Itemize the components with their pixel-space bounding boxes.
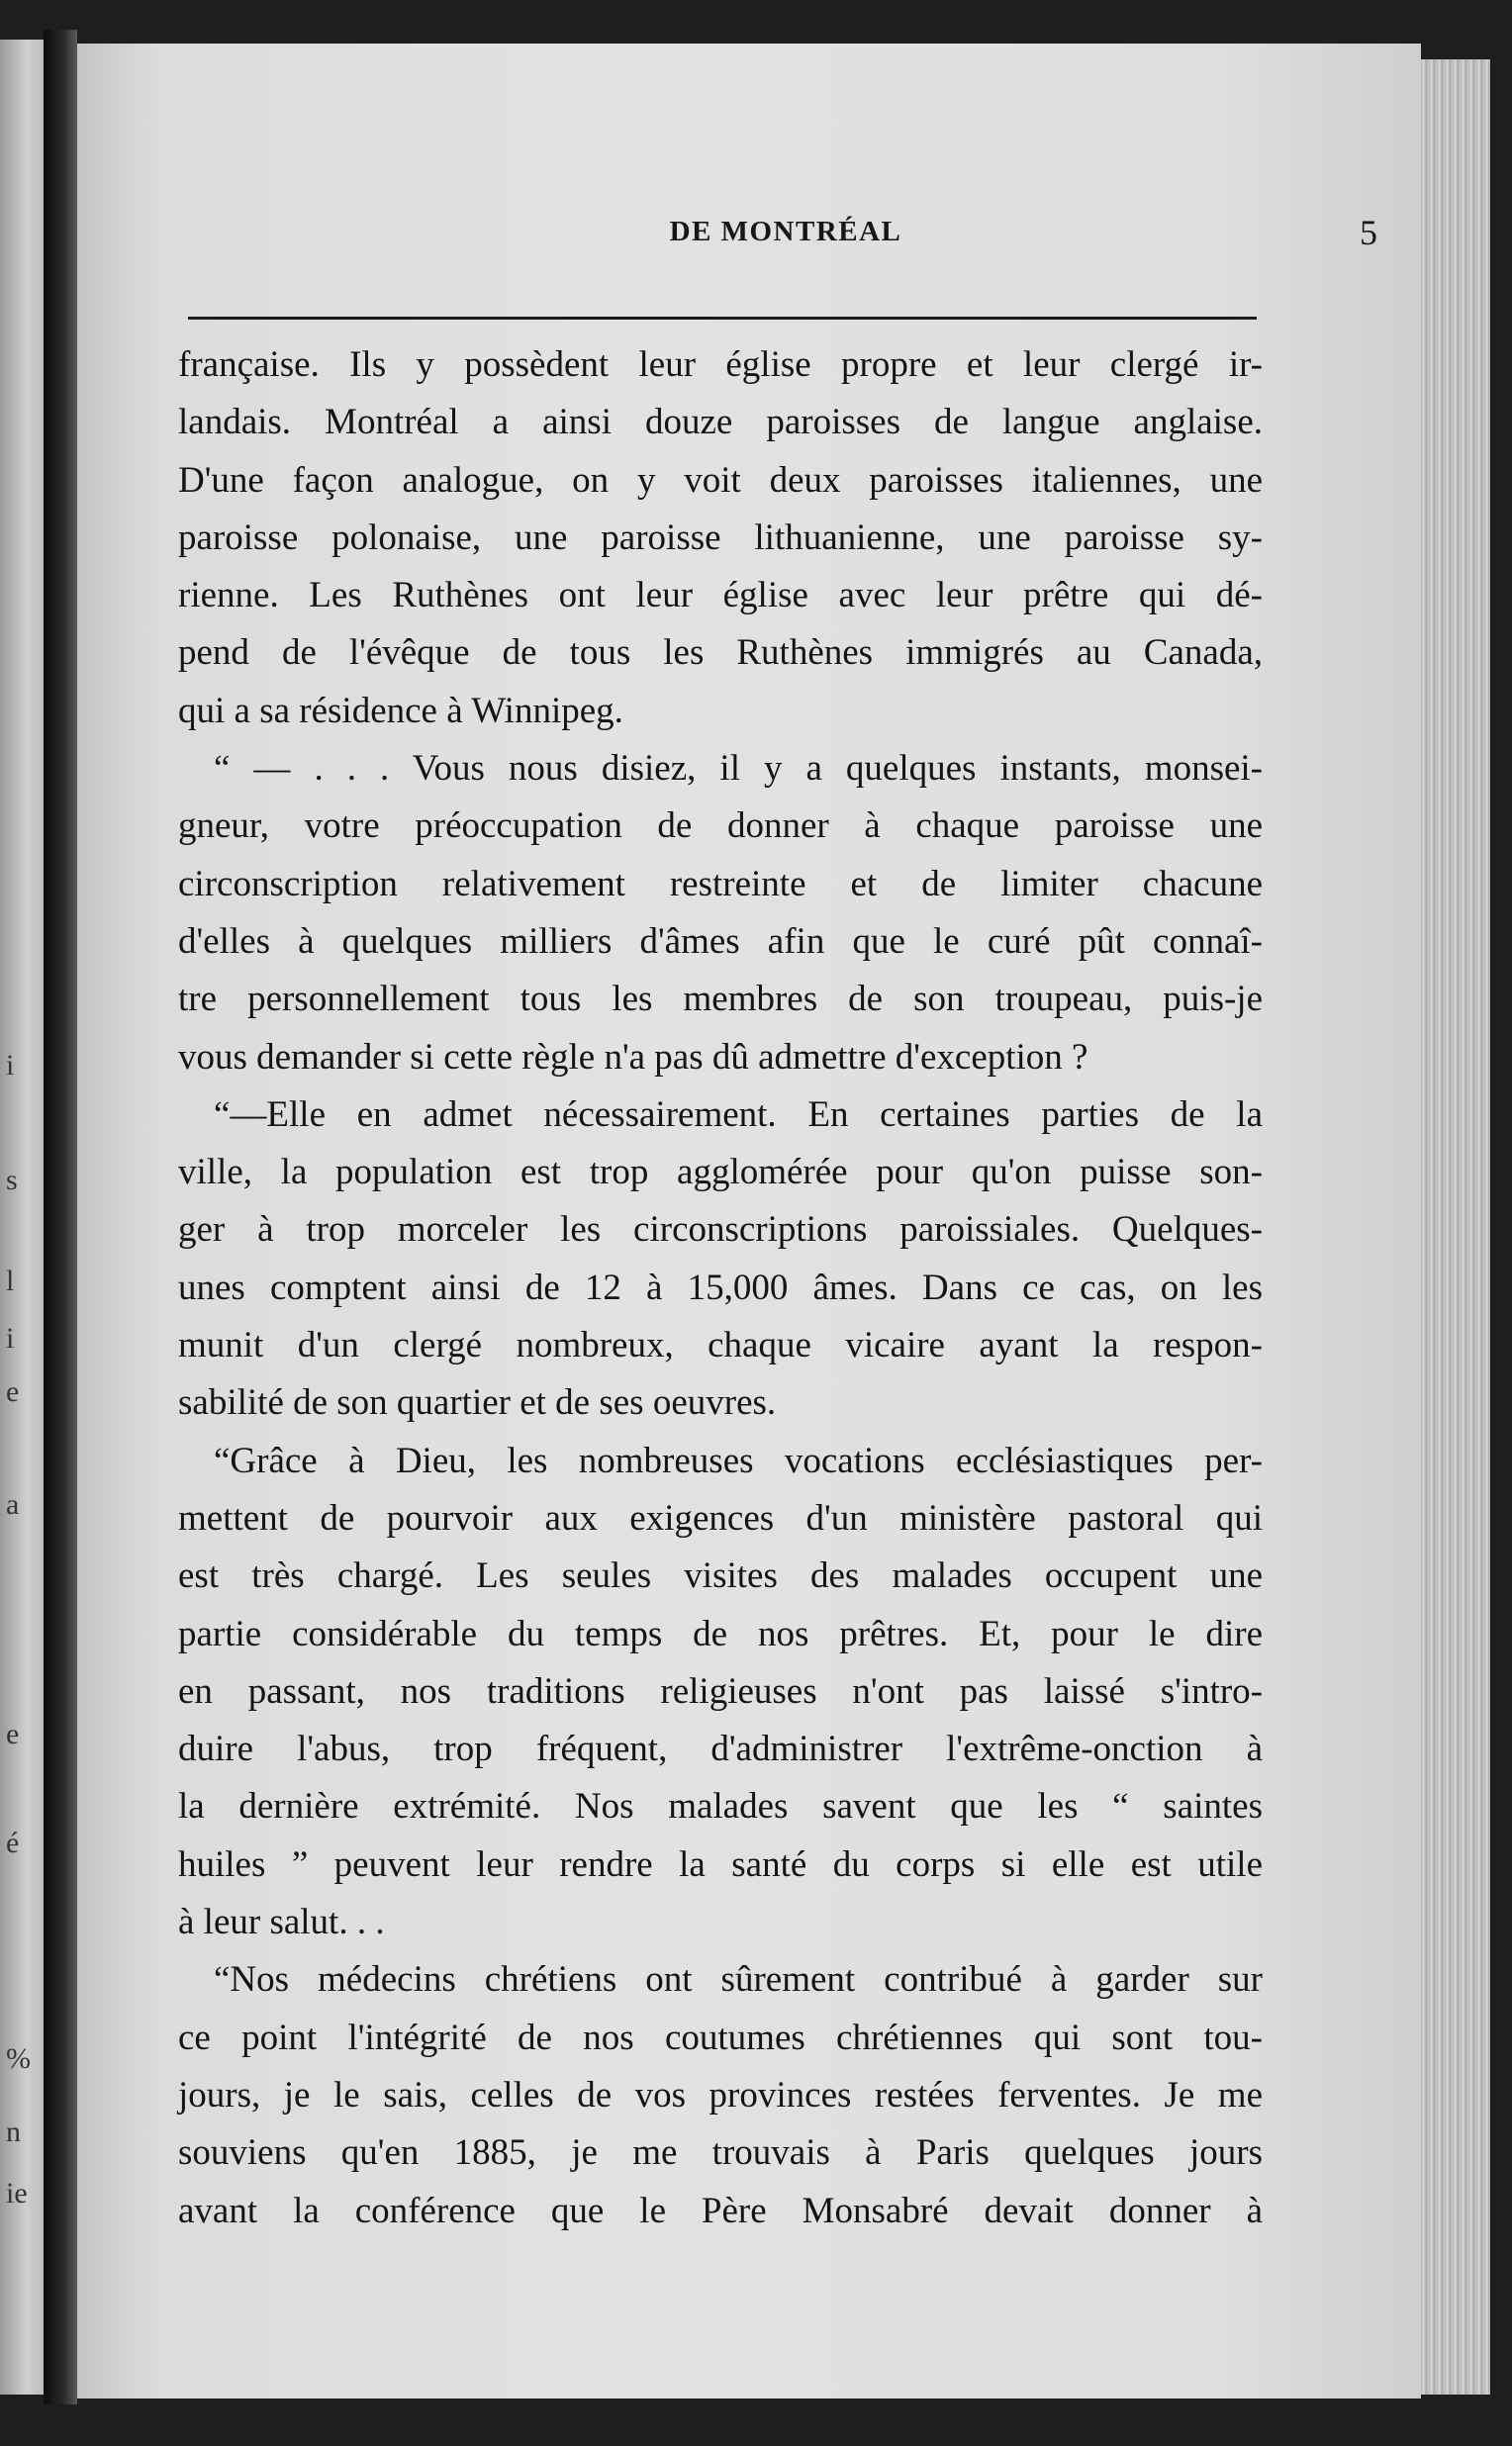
page-block-edges xyxy=(1421,59,1490,2395)
margin-fragment: s xyxy=(6,1164,18,1196)
text-line: avant la conférence que le Père Monsabré devait donner à xyxy=(178,2190,1263,2231)
margin-fragment: % xyxy=(6,2042,31,2075)
text-line: jours, je le sais, celles de vos provinces restées ferventes. Je me xyxy=(178,2074,1263,2116)
text-line: rienne. Les Ruthènes ont leur église avec leur prêtre qui dé- xyxy=(178,575,1263,616)
margin-fragment: l xyxy=(6,1265,15,1297)
page-number: 5 xyxy=(1360,213,1377,252)
margin-fragment: ie xyxy=(6,2177,28,2210)
text-line: duire l'abus, trop fréquent, d'administrer l'extrême-onction à xyxy=(178,1729,1263,1770)
margin-fragment: e xyxy=(6,1375,20,1408)
text-line: ger à trop morceler les circonscriptions paroissiales. Quelques- xyxy=(178,1209,1263,1251)
text-line: d'elles à quelques milliers d'âmes afin que le curé pût connaî- xyxy=(178,920,1263,962)
text-line: qui a sa résidence à Winnipeg. xyxy=(178,690,623,731)
margin-fragment: e xyxy=(6,1718,20,1750)
text-line: “ — . . . Vous nous disiez, il y a quelques instants, monsei- xyxy=(214,748,1263,790)
page-body-text xyxy=(178,336,1263,2240)
text-line: “Grâce à Dieu, les nombreuses vocations ecclésiastiques per- xyxy=(214,1440,1263,1481)
text-line: ce point l'intégrité de nos coutumes chrétiennes qui sont tou- xyxy=(178,2017,1263,2058)
text-line: vous demander si cette règle n'a pas dû admettre d'exception ? xyxy=(178,1036,1088,1078)
text-line: gneur, votre préoccupation de donner à chaque paroisse une xyxy=(178,805,1263,847)
previous-page-edge xyxy=(0,40,44,2395)
text-line: “—Elle en admet nécessairement. En certaines parties de la xyxy=(214,1093,1263,1135)
text-line: huiles ” peuvent leur rendre la santé du corps si elle est utile xyxy=(178,1843,1263,1885)
text-line: partie considérable du temps de nos prêtres. Et, pour le dire xyxy=(178,1613,1263,1654)
text-line: est très chargé. Les seules visites des malades occupent une xyxy=(178,1555,1263,1597)
text-line: paroisse polonaise, une paroisse lithuanienne, une paroisse sy- xyxy=(178,517,1263,558)
text-line: tre personnellement tous les membres de son troupeau, puis-je xyxy=(178,979,1263,1020)
text-line: à leur salut. . . xyxy=(178,1902,385,1943)
book-page xyxy=(77,44,1421,2399)
text-line: D'une façon analogue, on y voit deux paroisses italiennes, une xyxy=(178,459,1263,501)
margin-fragment: a xyxy=(6,1488,20,1521)
text-line: unes comptent ainsi de 12 à 15,000 âmes. Dans ce cas, on les xyxy=(178,1267,1263,1308)
text-line: “Nos médecins chrétiens ont sûrement contribué à garder sur xyxy=(214,1959,1263,2001)
text-line: pend de l'évêque de tous les Ruthènes immigrés au Canada, xyxy=(178,632,1263,674)
margin-fragment: é xyxy=(6,1827,20,1859)
running-title: DE MONTRÉAL xyxy=(669,216,902,247)
text-line: française. Ils y possèdent leur église propre et leur clergé ir- xyxy=(178,344,1263,385)
text-line: landais. Montréal a ainsi douze paroisses de langue anglaise. xyxy=(178,402,1263,443)
text-line: souviens qu'en 1885, je me trouvais à Paris quelques jours xyxy=(178,2132,1263,2174)
margin-fragment: n xyxy=(6,2116,21,2148)
text-line: circonscription relativement restreinte et de limiter chacune xyxy=(178,863,1263,904)
text-line: mettent de pourvoir aux exigences d'un ministère pastoral qui xyxy=(178,1497,1263,1539)
text-line: sabilité de son quartier et de ses oeuvres. xyxy=(178,1382,777,1424)
text-line: en passant, nos traditions religieuses n'ont pas laissé s'intro- xyxy=(178,1670,1263,1712)
running-head xyxy=(186,212,1385,271)
text-line: munit d'un clergé nombreux, chaque vicaire ayant la respon- xyxy=(178,1325,1263,1366)
margin-fragment: i xyxy=(6,1322,15,1355)
book-gutter-shadow xyxy=(44,30,77,2404)
text-line: ville, la population est trop agglomérée pour qu'on puisse son- xyxy=(178,1152,1263,1193)
text-line: la dernière extrémité. Nos malades savent que les “ saintes xyxy=(178,1786,1263,1828)
margin-fragment: i xyxy=(6,1049,15,1082)
header-rule xyxy=(188,317,1257,320)
